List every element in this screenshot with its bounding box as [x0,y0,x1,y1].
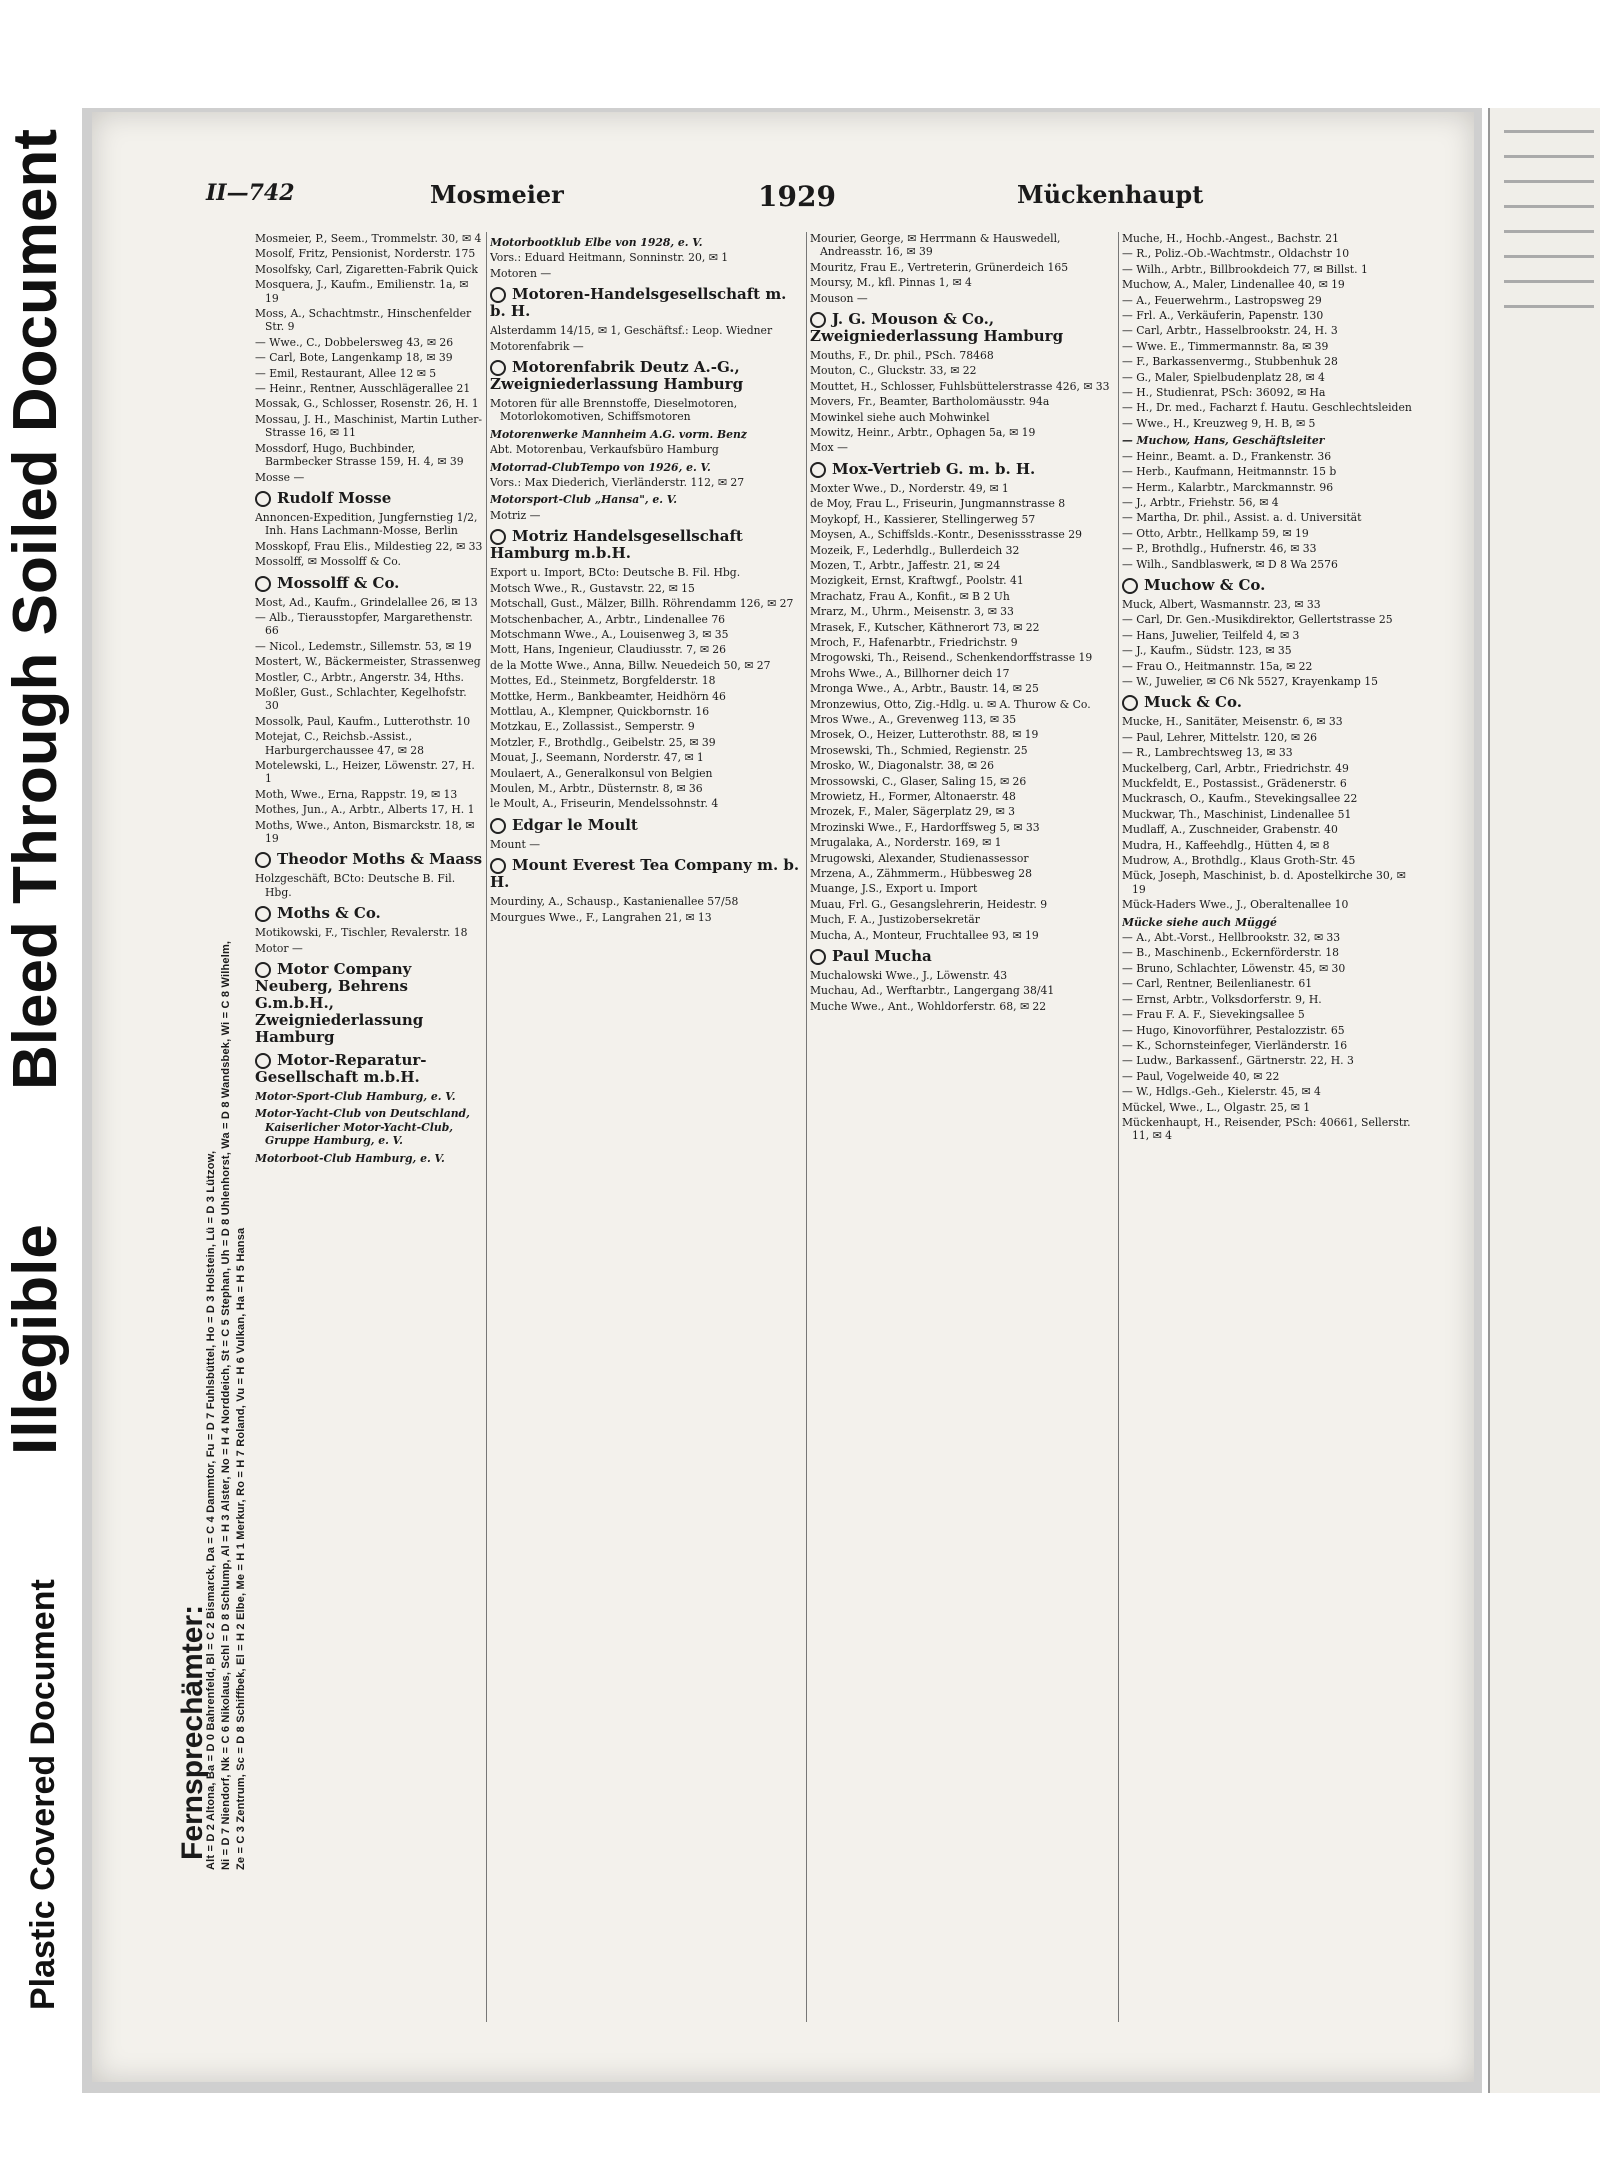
directory-entry: Alsterdamm 14/15, ✉ 1, Geschäftsf.: Leop. Wiedner [490,324,773,338]
directory-entry: — Wwe., H., Kreuzweg 9, H. B, ✉ 5 [1122,416,1316,430]
directory-entry: — R., Lambrechtsweg 13, ✉ 33 [1122,746,1293,760]
directory-entry: Muckwar, Th., Maschinist, Lindenallee 51 [1122,807,1352,821]
section-entry: Mücke siehe auch Müggé [1122,915,1277,929]
directory-entry: Mros Wwe., A., Grevenweg 113, ✉ 35 [810,712,1017,726]
advertisement-name: Motoren-Handelsgesellschaft m. b. H. [490,285,787,321]
directory-entry: Mourdiny, A., Schausp., Kastanienallee 57/58 [490,895,739,909]
directory-entry: Mucke, H., Sanitäter, Meisenstr. 6, ✉ 33 [1122,715,1343,729]
directory-entry: Mucha, A., Monteur, Fruchtallee 93, ✉ 19 [810,928,1039,942]
circle-bullet-icon [255,906,271,922]
directory-entry: Mowitz, Heinr., Arbtr., Ophagen 5a, ✉ 19 [810,426,1036,440]
directory-entry: — Frau O., Heitmannstr. 15a, ✉ 22 [1122,659,1313,673]
directory-entry: Mudra, H., Kaffeehdlg., Hütten 4, ✉ 8 [1122,838,1330,852]
directory-entry: Mronga Wwe., A., Arbtr., Baustr. 14, ✉ 25 [810,682,1039,696]
section-entry: Motorbootklub Elbe von 1928, e. V. [490,236,703,249]
circle-bullet-icon [255,852,271,868]
directory-entry: Mrzena, A., Zähmmerm., Hübbesweg 28 [810,867,1032,881]
circle-bullet-icon [1122,578,1138,594]
first-entry-name: Mosmeier [430,180,564,209]
exchange-abbreviations-line: Alt = D 2 Altona, Ba = D 0 Bahrenfeld, Bl = C 2 Bismarck, Da = C 4 Dammtor, Fu = D 7 Fuhlsbüttel, Ho = D 3 Holstein, Lü = D 3 Lützow, [205,1150,217,1870]
advertisement-name: Theodor Moths & Maass [277,850,483,869]
directory-entry: — Wilh., Sandblaswerk, ✉ D 8 Wa 2576 [1122,557,1338,571]
directory-entry: Muck, Albert, Wasmannstr. 23, ✉ 33 [1122,597,1321,611]
directory-entry: Mosskopf, Frau Elis., Mildestieg 22, ✉ 33 [255,539,483,553]
advertisement-entry [810,948,1115,965]
directory-entry: Mück-Haders Wwe., J., Oberaltenallee 10 [1122,898,1349,912]
directory-entry: Motriz — [490,508,541,522]
directory-entry: Motor — [255,941,303,955]
directory-entry: — B., Maschinenb., Eckernförderstr. 18 [1122,946,1340,960]
directory-entry: Mrugowski, Alexander, Studienassessor [810,851,1029,865]
directory-entry: Mostert, W., Bäckermeister, Strassenweg [255,655,481,669]
directory-entry: Mouat, J., Seemann, Norderstr. 47, ✉ 1 [490,751,704,765]
directory-entry: — Wilh., Arbtr., Billbrookdeich 77, ✉ Billst. 1 [1122,262,1368,276]
advertisement-entry [1122,577,1412,594]
exchange-title: Fernsprechämter: [176,1604,209,1860]
directory-entry: Mottke, Herm., Bankbeamter, Heidhörn 46 [490,689,726,703]
directory-entry: Mossdorf, Hugo, Buchbinder, Barmbecker Strasse 159, H. 4, ✉ 39 [255,441,464,469]
exchange-abbreviations-line: Ze = C 3 Zentrum, Sc = D 8 Schiffbek, El = H 2 Elbe, Me = H 1 Merkur, Ro = H 7 Roland, Vu = H 6 Vulkan, Ha = H 5 Hansa [235,1227,247,1870]
advertisement-name: Motor-Reparatur-Gesellschaft m.b.H. [255,1051,427,1087]
directory-entry: Mossau, J. H., Maschinist, Martin Luther-Strasse 16, ✉ 11 [255,412,483,440]
circle-bullet-icon [255,576,271,592]
advertisement-name: Mossolff & Co. [277,573,400,592]
directory-entry: Movers, Fr., Beamter, Bartholomäusstr. 94a [810,395,1050,409]
directory-entry: — P., Brothdlg., Hufnerstr. 46, ✉ 33 [1122,542,1317,556]
circle-bullet-icon [490,360,506,376]
directory-entry: Mozeik, F., Lederhdlg., Bullerdeich 32 [810,543,1020,557]
column-rule [486,232,487,2022]
directory-entry: Muckfeldt, E., Postassist., Grädenerstr. 6 [1122,777,1347,790]
directory-entry: Mronzewius, Otto, Zig.-Hdlg. u. ✉ A. Thurow & Co. [810,697,1091,711]
directory-entry: Muange, J.S., Export u. Import [810,882,978,896]
directory-entry: — A., Abt.-Vorst., Hellbrookstr. 32, ✉ 33 [1122,931,1341,945]
directory-entry: Motschenbacher, A., Arbtr., Lindenallee 76 [490,612,726,626]
directory-entry: Mossak, G., Schlosser, Rosenstr. 26, H. 1 [255,397,479,411]
directory-entry: Motelewski, L., Heizer, Löwenstr. 27, H. 1 [255,759,475,786]
directory-entry: — Wwe., C., Dobbelersweg 43, ✉ 26 [255,335,454,349]
directory-entry: Holzgeschäft, BCto: Deutsche B. Fil. Hbg. [255,872,456,899]
directory-entry: — Carl, Arbtr., Hasselbrookstr. 24, H. 3 [1122,324,1338,338]
directory-entry: Muchau, Ad., Werftarbtr., Langergang 38/41 [810,984,1055,998]
advertisement-entry [490,817,802,834]
directory-entry: — Frau F. A. F., Sievekingsallee 5 [1122,1008,1305,1022]
directory-entry: Muau, Frl. G., Gesangslehrerin, Heidestr. 9 [810,897,1048,911]
directory-entry: — Hans, Juwelier, Teilfeld 4, ✉ 3 [1122,628,1300,642]
directory-column-4 [1122,232,1412,2022]
circle-bullet-icon [810,462,826,478]
page-header [112,180,1204,220]
directory-entry: — Martha, Dr. phil., Assist. a. d. Universität [1122,511,1362,525]
advertisement-name: Motorenfabrik Deutz A.-G., Zweigniederlassung Hamburg [490,358,744,394]
circle-bullet-icon [490,818,506,834]
directory-entry: Moth, Wwe., Erna, Rappstr. 19, ✉ 13 [255,787,458,801]
directory-entry: Mrarz, M., Uhrm., Meisenstr. 3, ✉ 33 [810,605,1014,619]
directory-entry: de la Motte Wwe., Anna, Billw. Neuedeich 50, ✉ 27 [490,658,771,672]
section-entry: Motorenwerke Mannheim A.G. vorm. Benz [490,427,747,441]
directory-entry: — Carl, Rentner, Beilenlianestr. 61 [1122,977,1313,991]
directory-entry: Mouritz, Frau E., Vertreterin, Grünerdeich 165 [810,260,1069,274]
advertisement-entry [255,905,483,922]
directory-entry: — W., Hdlgs.-Geh., Kielerstr. 45, ✉ 4 [1122,1085,1321,1099]
directory-entry: Mudlaff, A., Zuschneider, Grabenstr. 40 [1122,823,1338,837]
directory-entry: Mrogowski, Th., Reisend., Schenkendorffstrasse 19 [810,651,1093,665]
section-entry: Motorsport-Club „Hansa", e. V. [490,493,677,507]
directory-entry: Moxter Wwe., D., Norderstr. 49, ✉ 1 [810,481,1009,495]
directory-entry: Moulen, M., Arbtr., Düsternstr. 8, ✉ 36 [490,781,703,795]
directory-entry: Mosmeier, P., Seem., Trommelstr. 30, ✉ 4 [255,232,482,245]
directory-entry: Mouttet, H., Schlosser, Fuhlsbüttelerstrasse 426, ✉ 33 [810,379,1110,393]
directory-entry: — Paul, Lehrer, Mittelstr. 120, ✉ 26 [1122,730,1318,744]
directory-entry: Motikowski, F., Tischler, Revalerstr. 18 [255,926,468,940]
directory-entry: — Emil, Restaurant, Allee 12 ✉ 5 [255,366,437,380]
directory-entry: de Moy, Frau L., Friseurin, Jungmannstrasse 8 [810,497,1066,511]
directory-entry: Mudrow, A., Brothdlg., Klaus Groth-Str. 45 [1122,854,1356,868]
directory-entry: — Heinr., Beamt. a. D., Frankenstr. 36 [1122,449,1332,463]
advertisement-name: Mox-Vertrieb G. m. b. H. [832,459,1036,478]
directory-entry: Most, Ad., Kaufm., Grindelallee 26, ✉ 13 [255,595,478,609]
circle-bullet-icon [255,962,271,978]
directory-entry: Vors.: Max Diederich, Vierländerstr. 112, ✉ 27 [490,476,745,490]
directory-entry: — J., Kaufm., Südstr. 123, ✉ 35 [1122,644,1292,658]
directory-entry: Mrowietz, H., Former, Altonaerstr. 48 [810,790,1016,803]
directory-entry: Muckrasch, O., Kaufm., Stevekingsallee 22 [1122,792,1358,806]
circle-bullet-icon [810,949,826,965]
directory-entry: Mosse — [255,470,305,484]
directory-entry: Mrasek, F., Kutscher, Käthnerort 73, ✉ 22 [810,620,1040,634]
exchange-abbreviations-line: Ni = D 7 Niendorf, Nk = C 6 Nikolaus, Schl = D 8 Schlump, Al = H 3 Alster, No = H 4 Norddeich, St = C 5 Stephan, Uh = D 8 Uhlenhorst, Wa = D 8 Wandsbek, Wi = C 8 Wilhelm, [220,940,232,1870]
advertisement-entry [490,528,802,562]
directory-entry: Muckelberg, Carl, Arbtr., Friedrichstr. 49 [1122,761,1349,775]
side-label-bleed: Bleed Through Soiled Document [1,128,70,1090]
advertisement-entry [255,961,483,1046]
directory-entry: — Paul, Vogelweide 40, ✉ 22 [1122,1069,1280,1083]
directory-entry: — H., Studienrat, PSch: 36092, ✉ Ha [1122,386,1326,400]
advertisement-name: Motriz Handelsgesellschaft Hamburg m.b.H. [490,527,743,563]
circle-bullet-icon [255,491,271,507]
directory-entry: Mückenhaupt, H., Reisender, PSch: 40661, Sellerstr. 11, ✉ 4 [1122,1115,1411,1143]
directory-entry: Motsch Wwe., R., Gustavstr. 22, ✉ 15 [490,581,695,595]
directory-entry: — Frl. A., Verkäuferin, Papenstr. 130 [1122,309,1324,323]
directory-column-2 [490,232,802,2022]
side-label-plastic: Plastic Covered Document [24,1579,62,2010]
directory-entry: — Carl, Bote, Langenkamp 18, ✉ 39 [255,351,453,365]
advertisement-entry [810,461,1115,478]
directory-entry: Mourier, George, ✉ Herrmann & Hauswedell, Andreasstr. 16, ✉ 39 [810,232,1061,259]
directory-entry: Moulaert, A., Generalkonsul von Belgien [490,766,713,780]
page-number: II—742 [206,180,295,206]
directory-entry: Mottlau, A., Klempner, Quickbornstr. 16 [490,704,710,718]
directory-entry: Mrozinski Wwe., F., Hardorffsweg 5, ✉ 33 [810,820,1040,834]
section-entry: Motorrad-ClubTempo von 1926, e. V. [490,460,711,474]
directory-entry: Mottes, Ed., Steinmetz, Borgfelderstr. 18 [490,674,716,688]
section-entry: Motor-Sport-Club Hamburg, e. V. [255,1090,456,1104]
circle-bullet-icon [490,858,506,874]
directory-entry: Mück, Joseph, Maschinist, b. d. Apostelkirche 30, ✉ 19 [1122,869,1406,896]
directory-entry: Mozigkeit, Ernst, Kraftwgf., Poolstr. 41 [810,574,1024,588]
directory-entry: Muchalowski Wwe., J., Löwenstr. 43 [810,969,1008,983]
advertisement-name: Moths & Co. [277,904,381,923]
directory-entry: Mouton, C., Gluckstr. 33, ✉ 22 [810,364,977,378]
directory-entry: Mothes, Jun., A., Arbtr., Alberts 17, H. 1 [255,803,475,817]
directory-entry: Mourgues Wwe., F., Langrahen 21, ✉ 13 [490,910,712,924]
directory-entry: Motzkau, E., Zollassist., Semperstr. 9 [490,720,695,734]
directory-entry: Moysen, A., Schiffslds.-Kontr., Desenissstrasse 29 [810,528,1082,542]
directory-entry: Annoncen-Expedition, Jungfernstieg 1/2, Inh. Hans Lachmann-Mosse, Berlin [255,510,478,538]
last-entry-name: Mückenhaupt [1017,180,1204,209]
directory-entry: Mossolk, Paul, Kaufm., Lutterothstr. 10 [255,714,471,728]
directory-entry: Mroch, F., Hafenarbtr., Friedrichstr. 9 [810,635,1018,649]
directory-entry: Moths, Wwe., Anton, Bismarckstr. 18, ✉ 19 [255,818,475,846]
directory-year: 1929 [758,180,836,213]
directory-entry: — W., Juwelier, ✉ C6 Nk 5527, Krayenkamp 15 [1122,674,1378,688]
directory-entry: le Moult, A., Friseurin, Mendelssohnstr. 4 [490,797,719,811]
directory-entry: Motschall, Gust., Mälzer, Billh. Röhrendamm 126, ✉ 27 [490,597,794,611]
directory-entry: Mouths, F., Dr. phil., PSch. 78468 [810,349,994,363]
directory-entry: Mox — [810,441,848,455]
directory-entry: — Carl, Dr. Gen.-Musikdirektor, Gellertstrasse 25 [1122,613,1393,627]
advertisement-entry [255,575,483,592]
advertisement-entry [1122,694,1412,711]
directory-entry: Motschmann Wwe., A., Louisenweg 3, ✉ 35 [490,627,729,641]
next-page-edge [1488,108,1600,2093]
directory-entry: Mott, Hans, Ingenieur, Claudiusstr. 7, ✉ 26 [490,643,727,657]
column-rule [1118,232,1119,2022]
directory-entry: — G., Maler, Spielbudenplatz 28, ✉ 4 [1122,370,1325,384]
side-label-illegible: Illegible [1,1224,70,1455]
directory-entry: Mrossowski, C., Glaser, Saling 15, ✉ 26 [810,774,1027,788]
circle-bullet-icon [255,1053,271,1069]
directory-entry: Mowinkel siehe auch Mohwinkel [810,410,990,424]
directory-entry: Much, F. A., Justizobersekretär [810,913,980,927]
directory-entry: Mückel, Wwe., L., Olgastr. 25, ✉ 1 [1122,1100,1311,1114]
column-rule [806,232,807,2022]
directory-entry: — Hugo, Kinovorführer, Pestalozzistr. 65 [1122,1023,1345,1037]
directory-entry: Moursy, M., kfl. Pinnas 1, ✉ 4 [810,276,972,290]
directory-entry: Vors.: Eduard Heitmann, Sonninstr. 20, ✉ 1 [490,251,729,265]
directory-entry: Mouson — [810,291,868,305]
directory-entry: — Herm., Kalarbtr., Marckmannstr. 96 [1122,480,1334,494]
directory-entry: Abt. Motorenbau, Verkaufsbüro Hamburg [490,443,719,457]
advertisement-entry [810,311,1115,345]
circle-bullet-icon [490,529,506,545]
directory-entry: — Bruno, Schlachter, Löwenstr. 45, ✉ 30 [1122,961,1346,975]
directory-entry: — R., Poliz.-Ob.-Wachtmstr., Oldachstr 10 [1122,247,1350,261]
advertisement-entry [255,490,483,507]
directory-column-3 [810,232,1115,2022]
directory-entry: — Alb., Tierausstopfer, Margarethenstr. 66 [255,610,473,638]
directory-entry: Mosolfsky, Carl, Zigaretten-Fabrik Quick [255,262,478,276]
directory-entry: Motzler, F., Brothdlg., Geibelstr. 25, ✉ 39 [490,735,716,749]
advertisement-name: Motor Company Neuberg, Behrens G.m.b.H., Zweigniederlassung Hamburg [255,960,424,1047]
circle-bullet-icon [1122,695,1138,711]
directory-entry: Mount — [490,837,541,851]
directory-entry: — Herb., Kaufmann, Heitmannstr. 15 b [1122,465,1337,479]
advertisement-name: Rudolf Mosse [277,488,392,507]
directory-entry: Motejat, C., Reichsb.-Assist., Harburgerchaussee 47, ✉ 28 [255,730,425,757]
directory-entry: — Otto, Arbtr., Hellkamp 59, ✉ 19 [1122,526,1309,540]
directory-column-1 [255,232,483,2022]
directory-entry: Mrosko, W., Diagonalstr. 38, ✉ 26 [810,759,995,773]
advertisement-name: Muck & Co. [1144,693,1242,712]
directory-entry: Mosolf, Fritz, Pensionist, Norderstr. 175 [255,247,476,261]
directory-entry: — Heinr., Rentner, Ausschlägerallee 21 [255,382,471,396]
directory-entry: Mrozek, F., Maler, Sägerplatz 29, ✉ 3 [810,805,1015,819]
directory-entry: Mrosewski, Th., Schmied, Regienstr. 25 [810,743,1028,757]
directory-entry: Mrosek, O., Heizer, Lutterothstr. 88, ✉ 19 [810,728,1039,742]
directory-entry: — H., Dr. med., Facharzt f. Hautu. Geschlechtsleiden [1122,401,1412,415]
advertisement-name: Edgar le Moult [512,815,638,834]
directory-entry: Export u. Import, BCto: Deutsche B. Fil. Hbg. [490,566,741,580]
directory-entry: — Ludw., Barkassenf., Gärtnerstr. 22, H. 3 [1122,1054,1354,1068]
directory-entry: Mossolff, ✉ Mossolff & Co. [255,555,401,569]
directory-entry: — Ernst, Arbtr., Volksdorferstr. 9, H. [1122,992,1322,1006]
advertisement-entry [255,851,483,868]
directory-entry: — K., Schornsteinfeger, Vierländerstr. 16 [1122,1038,1348,1052]
advertisement-name: Paul Mucha [832,947,932,966]
section-entry: Motorboot-Club Hamburg, e. V. [255,1151,445,1165]
directory-entry: Motoren — [490,266,552,280]
directory-entry: Mozen, T., Arbtr., Jaffestr. 21, ✉ 24 [810,558,1001,572]
directory-entry: Mrugalaka, A., Norderstr. 169, ✉ 1 [810,836,1002,850]
directory-entry: Motoren für alle Brennstoffe, Dieselmotoren, Motorlokomotiven, Schiffsmotoren [490,397,738,424]
directory-entry: Motorenfabrik — [490,339,584,353]
advertisement-name: Muchow & Co. [1144,575,1266,594]
directory-entry: Moss, A., Schachtmstr., Hinschenfelder Str. 9 [255,307,472,334]
directory-entry: Mrohs Wwe., A., Billhorner deich 17 [810,666,1010,680]
section-entry: Motor-Yacht-Club von Deutschland, Kaiserlicher Motor-Yacht-Club, Gruppe Hamburg, e. V. [255,1107,470,1148]
circle-bullet-icon [810,312,826,328]
directory-entry: Muchow, A., Maler, Lindenallee 40, ✉ 19 [1122,278,1345,292]
directory-entry: — A., Feuerwehrm., Lastropsweg 29 [1122,293,1322,307]
advertisement-entry [255,1052,483,1086]
directory-entry: Mosquera, J., Kaufm., Emilienstr. 1a, ✉ 19 [255,278,469,305]
directory-entry: — Wwe. E., Timmermannstr. 8a, ✉ 39 [1122,339,1329,353]
directory-entry: Mrachatz, Frau A., Konfit., ✉ B 2 Uh [810,589,1010,603]
directory-entry: Muche, H., Hochb.-Angest., Bachstr. 21 [1122,232,1339,245]
directory-entry: Muche Wwe., Ant., Wohldorferstr. 68, ✉ 22 [810,999,1047,1013]
advertisement-entry [490,359,802,393]
directory-entry: Moßler, Gust., Schlachter, Kegelhofstr. 30 [255,685,467,713]
advertisement-name: J. G. Mouson & Co., Zweigniederlassung Hamburg [810,310,1064,346]
section-entry: — Muchow, Hans, Geschäftsleiter [1122,434,1325,448]
directory-entry: Moykopf, H., Kassierer, Stellingerweg 57 [810,512,1036,526]
advertisement-entry [490,286,802,320]
advertisement-entry [490,857,802,891]
directory-entry: — Nicol., Ledemstr., Sillemstr. 53, ✉ 19 [255,639,472,653]
directory-entry: — J., Arbtr., Friehstr. 56, ✉ 4 [1122,495,1279,509]
directory-entry: Mostler, C., Arbtr., Angerstr. 34, Hths. [255,670,464,684]
directory-entry: — F., Barkassenvermg., Stubbenhuk 28 [1122,355,1338,369]
advertisement-name: Mount Everest Tea Company m. b. H. [490,856,800,892]
circle-bullet-icon [490,287,506,303]
